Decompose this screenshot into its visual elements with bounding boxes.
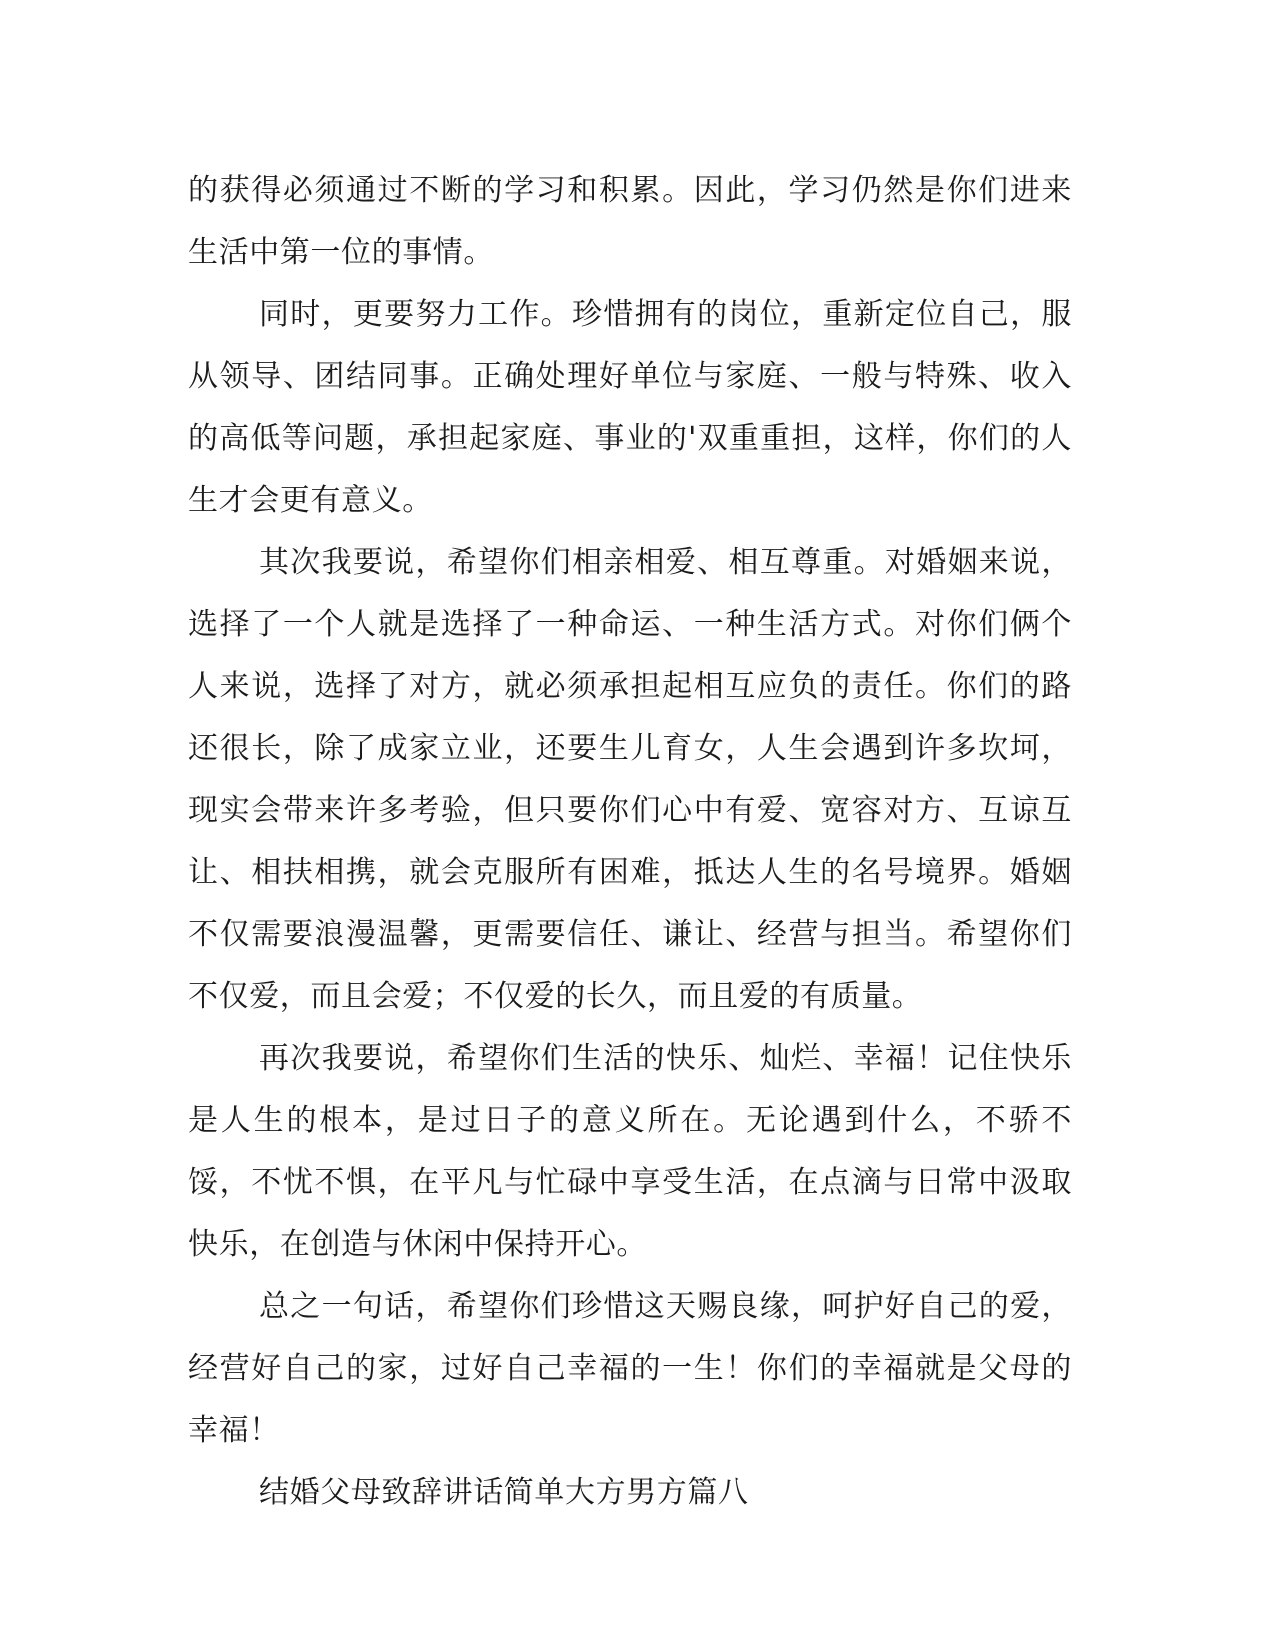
paragraph-happiness: 再次我要说，希望你们生活的快乐、灿烂、幸福！记住快乐是人生的根本，是过日子的意义所在。无论遇到什么，不骄不馁，不忧不惧，在平凡与忙碌中享受生活，在点滴与日常中汲取快乐，在创造与休闲中保持开心。 bbox=[188, 1041, 1072, 1262]
section-heading: 结婚父母致辞讲话简单大方男方篇八 bbox=[259, 1475, 749, 1510]
document-body bbox=[188, 160, 1072, 1524]
paragraph-work: 同时，更要努力工作。珍惜拥有的岗位，重新定位自己，服从领导、团结同事。正确处理好单位与家庭、一般与特殊、收入的高低等问题，承担起家庭、事业的'双重重担，这样，你们的人生才会更有意义。 bbox=[188, 297, 1072, 518]
paragraph-conclusion: 总之一句话，希望你们珍惜这天赐良缘，呵护好自己的爱，经营好自己的家，过好自己幸福的一生！你们的幸福就是父母的幸福！ bbox=[188, 1289, 1072, 1448]
paragraph-continuation: 的获得必须通过不断的学习和积累。因此，学习仍然是你们进来生活中第一位的事情。 bbox=[188, 173, 1072, 270]
paragraph-love-respect: 其次我要说，希望你们相亲相爱、相互尊重。对婚姻来说，选择了一个人就是选择了一种命运、一种生活方式。对你们俩个人来说，选择了对方，就必须承担起相互应负的责任。你们的路还很长，除了成家立业，还要生儿育女，人生会遇到许多坎坷，现实会带来许多考验，但只要你们心中有爱、宽容对方、互谅互让、相扶相携，就会克服所有困难，抵达人生的名号境界。婚姻不仅需要浪漫温馨，更需要信任、谦让、经营与担当。希望你们不仅爱，而且会爱；不仅爱的长久，而且爱的有质量。 bbox=[188, 545, 1072, 1014]
